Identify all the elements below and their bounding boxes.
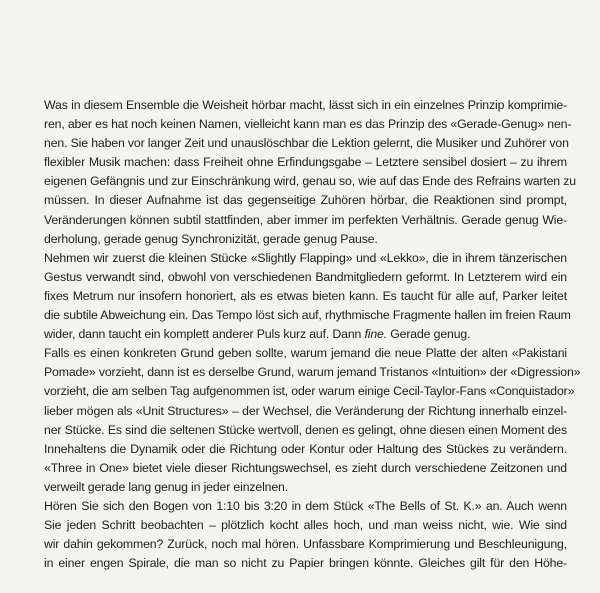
- text-line: [44, 421, 567, 440]
- text-line: [44, 363, 581, 382]
- text-line: [44, 516, 567, 535]
- text-line: [44, 191, 567, 210]
- text-line: [44, 230, 567, 249]
- line-text: die subtile Abweichung ein. Das Tempo löst sich auf, rhythmische Fragmente hallen im freien Raum: [44, 308, 571, 323]
- line-text: Gestus verwandt sind, obwohl von verschiedenen Bandmitgliedern geformt. In Letzterem wird ein: [44, 269, 567, 284]
- line-text: Veränderungen können subtil stattfinden, aber immer im perfekten Verhältnis. Gerade genug Wie-: [44, 212, 567, 227]
- text-line: [44, 459, 567, 478]
- line-text: vorzieht, die am selben Tag aufgenommen ist, oder warum einige Cecil-Taylor-Fans «Conquistador»: [44, 384, 575, 399]
- text-line: [44, 402, 567, 421]
- text-line: [44, 382, 575, 401]
- text-line: [44, 497, 567, 516]
- text-line: [44, 535, 567, 554]
- line-text: Pomade» vorzieht, dann ist es derselbe Grund, warum jemand Tristanos «Intuition» der «Digression»: [44, 365, 581, 380]
- body-text: [44, 96, 581, 573]
- text-line: [44, 211, 567, 230]
- text-line: [44, 287, 567, 306]
- text-line: [44, 306, 571, 325]
- line-text: Falls es einen konkreten Grund geben sollte, warum jemand die neue Platte der alten «Pakistani: [44, 346, 567, 361]
- line-text: verweilt gerade lang genug in jeder einzelnen.: [44, 479, 288, 494]
- line-text: in einer engen Spirale, die man so nicht zu Papier bringen könnte. Gleiches gilt für den Höhe-: [44, 556, 567, 571]
- text-line: [44, 268, 567, 287]
- text-line: [44, 440, 567, 459]
- line-text: ner Stücke. Es sind die seltenen Stücke wertvoll, denen es gelingt, ohne diesen einen Moment des: [44, 422, 567, 437]
- line-text: Innehaltens die Dynamik oder die Richtung oder Kontur oder Haltung des Stückes zu verändern.: [44, 441, 567, 456]
- line-text: nen. Sie haben vor langer Zeit und unauslöschbar die Lektion gelernt, die Musiker und Zuhörer von: [44, 136, 569, 151]
- line-text: eigenen Gefängnis und zur Einschränkung wird, genau so, wie auf das Ende des Refrains warten zu: [44, 174, 576, 189]
- line-text: müssen. In dieser Aufnahme ist das gegenseitige Zuhören hörbar, die Reaktionen sind prompt,: [44, 193, 567, 208]
- line-text: ren, aber es hat noch keinen Namen, vielleicht kann man es das Prinzip des «Gerade-Genug» nen-: [44, 117, 572, 132]
- line-after-text: Gerade genug.: [386, 327, 471, 342]
- text-line: [44, 478, 567, 497]
- text-line: [44, 96, 567, 115]
- line-text: Hören Sie sich den Bogen von 1:10 bis 3:20 in dem Stück «The Bells of St. K.» an. Auch wenn: [44, 498, 567, 513]
- text-line: [44, 153, 567, 172]
- line-text: Sie jeden Schritt beobachten – plötzlich kocht alles hoch, und man weiss nicht, wie. Wie sind: [44, 518, 567, 533]
- text-line: [44, 344, 567, 363]
- line-text: flexibler Musik machen: dass Freiheit ohne Erfindungsgabe – Letztere sensibel dosiert – zu ihrem: [44, 155, 567, 170]
- text-line: [44, 115, 572, 134]
- line-text: derholung, gerade genug Synchronizität, gerade genug Pause.: [44, 231, 378, 246]
- line-text: Nehmen wir zuerst die kleinen Stücke «Slightly Flapping» und «Lekko», die in ihrem tänzerischen: [44, 250, 567, 265]
- text-line: [44, 134, 567, 153]
- text-line: [44, 249, 567, 268]
- text-line: [44, 554, 567, 573]
- line-text: wir dahin gekommen? Zurück, noch mal hören. Unfassbare Komprimierung und Beschleunigung,: [44, 537, 567, 552]
- line-text: fixes Metrum nur insofern honoriert, als es etwas bieten kann. Es taucht für alle auf, Parker leitet: [44, 288, 567, 303]
- text-line: [44, 325, 567, 344]
- line-text: lieber mögen als «Unit Structures» – der Wechsel, die Veränderung der Richtung innerhalb einzel-: [44, 403, 567, 418]
- line-text: Was in diesem Ensemble die Weisheit hörbar macht, lässt sich in ein einzelnes Prinzip komprimie-: [44, 98, 567, 112]
- line-text: wider, dann taucht ein komplett anderer Puls kurz auf. Dann: [44, 327, 365, 342]
- line-text: «Three in One» bietet viele dieser Richtungswechsel, es zieht durch verschiedene Zeitzonen und: [44, 460, 567, 475]
- text-line: [44, 172, 576, 191]
- line-italic-text: fine.: [364, 327, 387, 342]
